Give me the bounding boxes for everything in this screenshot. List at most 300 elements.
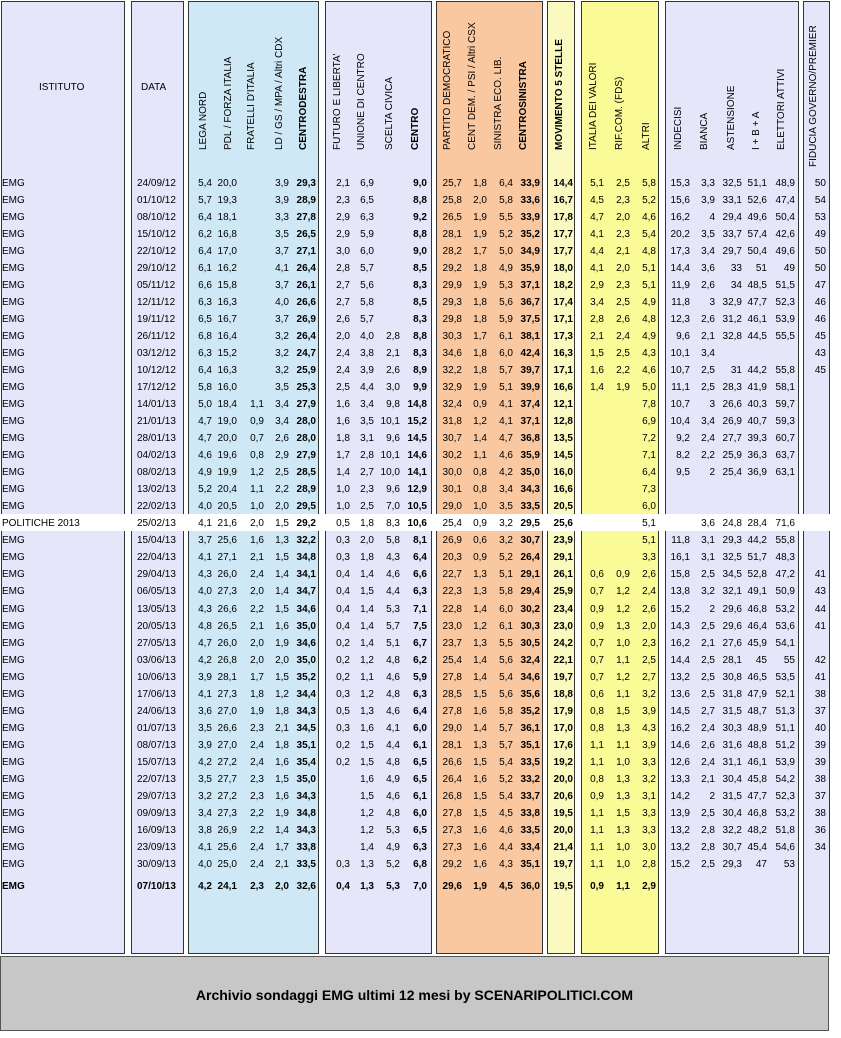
table-cell: 0,2 xyxy=(336,638,350,649)
table-cell: 16,0 xyxy=(217,382,237,393)
table-cell: 6,1 xyxy=(499,621,513,632)
table-cell: 4,7 xyxy=(499,433,513,444)
table-cell: 20,0 xyxy=(553,825,573,836)
table-cell: 27,8 xyxy=(442,706,462,717)
header-csx-1: CENT DEM. / PSI / Altri CSX xyxy=(467,22,478,150)
table-cell: 1,0 xyxy=(473,501,487,512)
table-cell: 17,3 xyxy=(670,246,690,257)
table-cell: 55,8 xyxy=(775,535,795,546)
table-cell: 5,5 xyxy=(499,212,513,223)
table-cell: 4,6 xyxy=(499,450,513,461)
table-cell: 5,7 xyxy=(198,195,212,206)
table-cell: 13/05/13 xyxy=(137,604,176,615)
table-cell: 1,5 xyxy=(473,757,487,768)
table-row xyxy=(0,175,830,192)
table-cell: 4,6 xyxy=(642,212,656,223)
table-cell: 1,7 xyxy=(250,672,264,683)
table-row xyxy=(0,209,830,226)
table-cell: 34,4 xyxy=(296,689,316,700)
table-cell: EMG xyxy=(2,178,25,189)
table-cell: 4,8 xyxy=(386,808,400,819)
table-cell: 35,2 xyxy=(520,706,540,717)
table-cell: EMG xyxy=(2,484,25,495)
table-cell: 3,1 xyxy=(360,433,374,444)
header-centro-0: FUTURO E LIBERTA' xyxy=(332,53,343,150)
table-cell: 33 xyxy=(730,263,742,274)
table-cell: 2,5 xyxy=(701,569,715,580)
table-cell: 42,4 xyxy=(520,348,540,359)
table-cell: 1,3 xyxy=(360,881,374,892)
table-cell: 4,0 xyxy=(360,331,374,342)
table-cell: EMG xyxy=(2,382,25,393)
table-cell: 34,6 xyxy=(520,672,540,683)
table-cell: 34,3 xyxy=(520,484,540,495)
table-cell: 29,6 xyxy=(722,604,742,615)
table-cell: 10,1 xyxy=(380,416,400,427)
table-cell: 51,3 xyxy=(775,706,795,717)
table-cell: 50,4 xyxy=(747,246,767,257)
table-cell: 18,1 xyxy=(217,212,237,223)
header-elett-1: BIANCA xyxy=(699,112,710,150)
table-cell: 2,4 xyxy=(250,569,264,580)
table-cell: 51,1 xyxy=(747,178,767,189)
table-cell: 13,2 xyxy=(670,825,690,836)
table-cell: 1,9 xyxy=(250,706,264,717)
table-cell: 1,4 xyxy=(473,723,487,734)
table-cell: 5,2 xyxy=(499,774,513,785)
table-cell: 16,1 xyxy=(670,552,690,563)
table-cell: 0,4 xyxy=(336,569,350,580)
table-cell: 1,5 xyxy=(590,348,604,359)
table-row xyxy=(0,515,830,532)
table-cell: 6,8 xyxy=(413,859,427,870)
table-cell: 4,3 xyxy=(198,604,212,615)
table-cell: EMG xyxy=(2,621,25,632)
table-cell: 4,4 xyxy=(360,382,374,393)
header-csx-0: PARTITO DEMOCRATICO xyxy=(442,30,453,150)
table-cell: 29/07/13 xyxy=(137,791,176,802)
table-cell: 3,4 xyxy=(360,399,374,410)
table-cell: 29/10/12 xyxy=(137,263,176,274)
table-cell: 30/09/13 xyxy=(137,859,176,870)
table-cell: 0,8 xyxy=(590,706,604,717)
table-cell: 4,9 xyxy=(499,263,513,274)
table-cell: 1,4 xyxy=(360,604,374,615)
table-cell: 20,5 xyxy=(217,501,237,512)
table-cell: 4,2 xyxy=(499,467,513,478)
table-cell: 5,7 xyxy=(499,365,513,376)
table-cell: 2,0 xyxy=(616,212,630,223)
table-row xyxy=(0,839,830,856)
table-cell: 1,4 xyxy=(336,467,350,478)
table-cell: 15,2 xyxy=(407,416,427,427)
table-cell: 31,2 xyxy=(722,314,742,325)
table-cell: 7,1 xyxy=(642,450,656,461)
table-cell: 1,8 xyxy=(473,314,487,325)
table-cell: 9,0 xyxy=(413,178,427,189)
table-row xyxy=(0,379,830,396)
table-cell: 5,4 xyxy=(499,791,513,802)
table-cell: 49 xyxy=(814,229,826,240)
table-cell: 3,3 xyxy=(642,808,656,819)
table-cell: 1,6 xyxy=(336,399,350,410)
table-cell: 34,8 xyxy=(296,808,316,819)
table-cell: 32,8 xyxy=(722,331,742,342)
table-cell: 1,8 xyxy=(275,740,289,751)
table-cell: 3,9 xyxy=(642,706,656,717)
table-cell: 5,7 xyxy=(360,314,374,325)
table-cell: 2,5 xyxy=(701,365,715,376)
table-cell: 29,2 xyxy=(442,859,462,870)
header-data: DATA xyxy=(141,82,167,93)
table-cell: 39,3 xyxy=(747,433,767,444)
table-cell: 52,1 xyxy=(775,689,795,700)
table-row xyxy=(0,447,830,464)
table-cell: 10,7 xyxy=(670,365,690,376)
table-cell: 1,4 xyxy=(590,382,604,393)
table-cell: 11,9 xyxy=(671,280,690,291)
table-cell: 1,6 xyxy=(473,842,487,853)
table-cell: 4,0 xyxy=(198,501,212,512)
table-cell: 3,3 xyxy=(701,178,715,189)
table-cell: 2,8 xyxy=(360,450,374,461)
table-cell: 46,5 xyxy=(747,672,767,683)
table-cell: 6,2 xyxy=(198,229,212,240)
table-cell: 3,4 xyxy=(701,246,715,257)
table-cell: 4,7 xyxy=(198,416,212,427)
table-cell: 10/06/13 xyxy=(137,672,176,683)
table-cell: 51,2 xyxy=(775,740,795,751)
table-cell: 1,9 xyxy=(473,881,487,892)
table-cell: 4,9 xyxy=(642,331,656,342)
table-cell: 27,0 xyxy=(217,706,237,717)
table-cell: 22,7 xyxy=(442,569,462,580)
table-cell: 2,0 xyxy=(360,535,374,546)
table-cell: 14,5 xyxy=(407,433,427,444)
table-cell: 1,8 xyxy=(473,365,487,376)
table-cell: 4,2 xyxy=(198,757,212,768)
table-cell: 7,2 xyxy=(642,433,656,444)
table-cell: 4,6 xyxy=(386,791,400,802)
table-cell: 3,2 xyxy=(275,331,289,342)
table-cell: 5,1 xyxy=(499,382,513,393)
table-cell: 8,5 xyxy=(413,297,427,308)
table-cell: 2,6 xyxy=(386,365,400,376)
table-cell: 5,0 xyxy=(198,399,212,410)
table-cell: 6,0 xyxy=(360,246,374,257)
table-cell: 27,3 xyxy=(442,825,462,836)
table-cell: 30,4 xyxy=(722,774,742,785)
table-cell: 27,3 xyxy=(217,689,237,700)
table-cell: EMG xyxy=(2,229,25,240)
table-cell: 2,0 xyxy=(642,621,656,632)
table-row xyxy=(0,635,830,652)
table-cell: 11,1 xyxy=(671,382,690,393)
table-row xyxy=(0,464,830,481)
table-cell: 0,2 xyxy=(336,757,350,768)
table-cell: 8,1 xyxy=(413,535,427,546)
table-row xyxy=(0,788,830,805)
table-cell: 11,8 xyxy=(671,297,690,308)
table-cell: 45,8 xyxy=(747,774,767,785)
table-row xyxy=(0,498,830,515)
table-cell: 4,3 xyxy=(642,348,656,359)
table-cell: 34,5 xyxy=(722,569,742,580)
table-cell: 1,8 xyxy=(360,552,374,563)
table-cell: 4,1 xyxy=(275,263,289,274)
table-cell: 26,4 xyxy=(296,263,316,274)
table-row xyxy=(0,754,830,771)
table-cell: 4,6 xyxy=(198,450,212,461)
table-cell: 10,6 xyxy=(407,518,427,529)
table-cell: 1,8 xyxy=(275,706,289,717)
table-cell: 10,0 xyxy=(380,467,400,478)
table-cell: 37,1 xyxy=(520,280,540,291)
table-cell: 8,3 xyxy=(413,280,427,291)
table-cell: 2,9 xyxy=(275,450,289,461)
table-cell: 55 xyxy=(783,655,795,666)
table-cell: 19,5 xyxy=(553,881,573,892)
table-cell: 1,4 xyxy=(360,569,374,580)
table-cell: 36,9 xyxy=(747,467,767,478)
table-cell: 1,6 xyxy=(275,791,289,802)
table-cell: 1,1 xyxy=(590,808,604,819)
table-cell: 08/07/13 xyxy=(137,740,176,751)
table-cell: 51,5 xyxy=(775,280,795,291)
table-cell: 0,4 xyxy=(336,586,350,597)
table-cell: 48,3 xyxy=(775,552,795,563)
table-cell: 1,3 xyxy=(616,791,630,802)
table-cell: 29,4 xyxy=(722,212,742,223)
table-cell: 30,1 xyxy=(442,484,462,495)
table-cell: 16,0 xyxy=(553,467,573,478)
table-cell: 16,4 xyxy=(217,331,237,342)
table-cell: 6,3 xyxy=(413,586,427,597)
table-cell: 53,2 xyxy=(775,808,795,819)
table-cell: 19,2 xyxy=(553,757,573,768)
header-altri-2: ALTRI xyxy=(641,122,652,150)
table-cell: 3,4 xyxy=(499,484,513,495)
table-cell: 5,9 xyxy=(499,314,513,325)
table-cell: 30,8 xyxy=(722,672,742,683)
table-cell: 16,6 xyxy=(553,484,573,495)
table-cell: 15,2 xyxy=(670,604,690,615)
table-cell: 2,3 xyxy=(336,195,350,206)
table-cell: 54,1 xyxy=(775,638,795,649)
table-cell: 3,5 xyxy=(275,229,289,240)
table-cell: 4,0 xyxy=(198,859,212,870)
table-cell: 3,5 xyxy=(198,774,212,785)
table-cell: 23,9 xyxy=(553,535,573,546)
table-cell: 1,9 xyxy=(473,382,487,393)
table-cell: 53,9 xyxy=(775,757,795,768)
table-cell: 33,5 xyxy=(520,825,540,836)
table-cell: 0,8 xyxy=(590,723,604,734)
table-cell: 19,6 xyxy=(217,450,237,461)
table-cell: 0,4 xyxy=(336,621,350,632)
table-cell: 5,2 xyxy=(642,195,656,206)
table-cell: 1,6 xyxy=(360,723,374,734)
table-cell: 2,0 xyxy=(336,331,350,342)
table-cell: 2,6 xyxy=(616,314,630,325)
table-cell: 55,5 xyxy=(775,331,795,342)
table-cell: 5,7 xyxy=(499,723,513,734)
table-cell: 39 xyxy=(814,757,826,768)
table-cell: 55,8 xyxy=(775,365,795,376)
table-cell: 1,4 xyxy=(360,621,374,632)
table-cell: 14,1 xyxy=(407,467,427,478)
table-cell: 4,9 xyxy=(642,297,656,308)
table-cell: 17,1 xyxy=(553,314,573,325)
table-cell: 15,2 xyxy=(670,859,690,870)
table-cell: 2,6 xyxy=(701,314,715,325)
table-cell: 2,2 xyxy=(701,450,715,461)
table-cell: 26/11/12 xyxy=(137,331,176,342)
table-cell: 36 xyxy=(814,825,826,836)
table-cell: 2,6 xyxy=(642,569,656,580)
table-cell: 1,3 xyxy=(616,621,630,632)
table-cell: 3,1 xyxy=(701,535,715,546)
table-cell: 2,1 xyxy=(336,178,350,189)
table-cell: 4,3 xyxy=(499,859,513,870)
table-cell: 2,1 xyxy=(701,774,715,785)
table-cell: 4,5 xyxy=(499,881,513,892)
table-cell: EMG xyxy=(2,842,25,853)
table-cell: 1,5 xyxy=(275,672,289,683)
table-cell: 3,2 xyxy=(642,774,656,785)
table-cell: 41,9 xyxy=(747,382,767,393)
table-cell: 36,0 xyxy=(520,881,540,892)
table-cell: 26,4 xyxy=(442,774,462,785)
table-cell: 2 xyxy=(709,791,715,802)
table-cell: 5,3 xyxy=(386,825,400,836)
table-cell: 0,2 xyxy=(336,740,350,751)
table-cell: 34,6 xyxy=(442,348,462,359)
table-cell: 26,4 xyxy=(296,331,316,342)
table-cell: 26,4 xyxy=(520,552,540,563)
table-cell: 4,6 xyxy=(386,569,400,580)
table-cell: 33,6 xyxy=(520,195,540,206)
table-cell: 43 xyxy=(814,586,826,597)
table-cell: EMG xyxy=(2,365,25,376)
table-cell: 6,0 xyxy=(413,808,427,819)
table-cell: 2,0 xyxy=(616,263,630,274)
table-cell: 2,6 xyxy=(701,280,715,291)
table-cell: 3,0 xyxy=(336,246,350,257)
table-cell: 4,1 xyxy=(499,399,513,410)
table-cell: 25,3 xyxy=(296,382,316,393)
table-row xyxy=(0,294,830,311)
table-cell: 32,6 xyxy=(296,881,316,892)
table-cell: 50,4 xyxy=(775,212,795,223)
table-cell: 5,1 xyxy=(590,178,604,189)
table-cell: 1,0 xyxy=(616,842,630,853)
table-cell: 1,4 xyxy=(360,842,374,853)
table-cell: 2,0 xyxy=(473,195,487,206)
table-cell: 1,8 xyxy=(473,348,487,359)
table-cell: 1,6 xyxy=(360,774,374,785)
table-cell: 2,8 xyxy=(386,331,400,342)
table-cell: 1,6 xyxy=(473,859,487,870)
table-cell: 18,2 xyxy=(553,280,573,291)
table-cell: 15,8 xyxy=(670,569,690,580)
table-cell: 3,4 xyxy=(275,399,289,410)
table-cell: 32,4 xyxy=(520,655,540,666)
table-cell: 31 xyxy=(730,365,742,376)
table-cell: 1,8 xyxy=(250,689,264,700)
table-cell: 14,5 xyxy=(670,706,690,717)
table-cell: 27,3 xyxy=(217,586,237,597)
table-cell: 49 xyxy=(783,263,795,274)
table-cell: 6,3 xyxy=(413,689,427,700)
table-cell: 34,8 xyxy=(296,552,316,563)
table-cell: 3,5 xyxy=(198,723,212,734)
table-cell: 8,3 xyxy=(413,348,427,359)
table-cell: 20,2 xyxy=(670,229,690,240)
table-row xyxy=(0,618,830,635)
table-cell: 22/10/12 xyxy=(137,246,176,257)
table-cell: 30,3 xyxy=(520,621,540,632)
table-cell: 14,4 xyxy=(670,263,690,274)
table-cell: 29,1 xyxy=(520,569,540,580)
table-cell: 7,3 xyxy=(642,484,656,495)
table-row xyxy=(0,260,830,277)
table-cell: 2,6 xyxy=(642,604,656,615)
table-cell: 17,1 xyxy=(553,365,573,376)
table-cell: 3,9 xyxy=(198,740,212,751)
table-cell: 19,5 xyxy=(553,808,573,819)
table-cell: 4,1 xyxy=(198,842,212,853)
table-cell: 33,9 xyxy=(520,178,540,189)
table-cell: 3,5 xyxy=(499,501,513,512)
table-cell: 29,3 xyxy=(296,178,316,189)
table-cell: 45 xyxy=(814,365,826,376)
table-cell: 1,7 xyxy=(275,842,289,853)
table-cell: 6,4 xyxy=(413,552,427,563)
table-cell: 2,2 xyxy=(250,604,264,615)
table-cell: 2,1 xyxy=(701,331,715,342)
table-row xyxy=(0,720,830,737)
table-cell: EMG xyxy=(2,433,25,444)
table-cell: 2,4 xyxy=(250,859,264,870)
table-cell: 6,0 xyxy=(413,723,427,734)
table-cell: 2,4 xyxy=(336,365,350,376)
table-cell: 22,3 xyxy=(442,586,462,597)
table-cell: 0,9 xyxy=(250,416,264,427)
table-cell: EMG xyxy=(2,314,25,325)
table-cell: EMG xyxy=(2,552,25,563)
table-row xyxy=(0,549,830,566)
table-cell: 2,7 xyxy=(360,467,374,478)
table-cell: 6,5 xyxy=(360,195,374,206)
table-cell: 5,2 xyxy=(499,229,513,240)
table-row xyxy=(0,226,830,243)
table-cell: 19,9 xyxy=(217,467,237,478)
table-cell: 2,5 xyxy=(701,621,715,632)
table-cell: 4,2 xyxy=(198,655,212,666)
table-cell: 23,4 xyxy=(553,604,573,615)
table-cell: 33,2 xyxy=(520,774,540,785)
table-cell: 6,3 xyxy=(198,297,212,308)
table-cell: 35,4 xyxy=(296,757,316,768)
table-cell: 17,7 xyxy=(553,246,573,257)
table-row xyxy=(0,311,830,328)
table-cell: 2,9 xyxy=(590,280,604,291)
table-cell: 1,3 xyxy=(473,569,487,580)
table-cell: 26,9 xyxy=(722,416,742,427)
table-cell: 2,5 xyxy=(616,178,630,189)
table-cell: 3,7 xyxy=(275,246,289,257)
